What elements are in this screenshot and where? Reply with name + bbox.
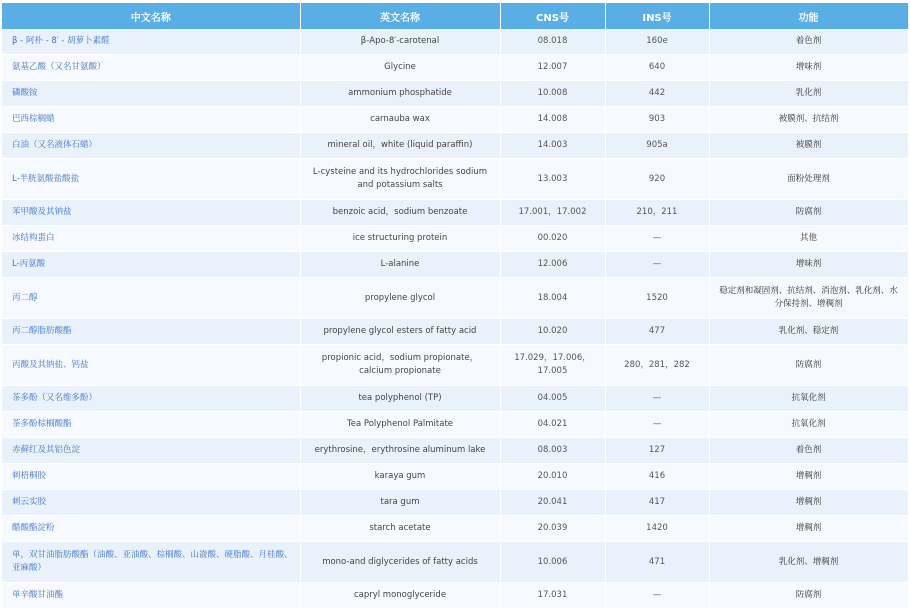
table-row: [2, 278, 908, 319]
cell-cns-number: 00.020: [500, 226, 605, 252]
cell-function: 着色剂: [709, 29, 908, 55]
cell-ins-number: 210，211: [605, 200, 709, 226]
cell-english-name: mono-and diglycerides of fatty acids: [300, 542, 500, 583]
cell-english-name: erythrosine，erythrosine aluminum lake: [300, 438, 500, 464]
cell-english-name: ammonium phosphatide: [300, 81, 500, 107]
cell-chinese-name: 氨基乙酸（又名甘氨酸）: [2, 55, 300, 81]
cell-english-name: β-Apo-8′-carotenal: [300, 29, 500, 55]
cell-english-name: karaya gum: [300, 464, 500, 490]
cell-cns-number: 17.001，17.002: [500, 200, 605, 226]
table-row: [2, 516, 908, 542]
cell-english-name: Tea Polyphenol Palmitate: [300, 412, 500, 438]
cell-chinese-name: 茶多酚棕榈酸酯: [2, 412, 300, 438]
cell-chinese-name: 丙酸及其钠盐、钙盐: [2, 345, 300, 386]
cell-chinese-name: 冰结构蛋白: [2, 226, 300, 252]
cell-chinese-name: 单，双甘油脂肪酸酯（油酸、亚油酸、棕榈酸、山嵛酸、硬脂酸、月桂酸、亚麻酸）: [2, 542, 300, 583]
cell-cns-number: 08.003: [500, 438, 605, 464]
table-row: [2, 386, 908, 412]
cell-function: 被膜剂: [709, 133, 908, 159]
cell-ins-number: —: [605, 583, 709, 609]
cell-cns-number: 13.003: [500, 159, 605, 200]
table-row: [2, 226, 908, 252]
table-row: [2, 133, 908, 159]
cell-function: 防腐剂: [709, 345, 908, 386]
table-row: [2, 412, 908, 438]
cell-cns-number: 20.041: [500, 490, 605, 516]
cell-function: 其他: [709, 226, 908, 252]
cell-chinese-name: 醋酸酯淀粉: [2, 516, 300, 542]
cell-chinese-name: 单辛酸甘油酯: [2, 583, 300, 609]
cell-ins-number: —: [605, 226, 709, 252]
table-row: [2, 252, 908, 278]
cell-chinese-name: 磷酸铵: [2, 81, 300, 107]
cell-chinese-name: L-丙氨酸: [2, 252, 300, 278]
cell-cns-number: 18.004: [500, 278, 605, 319]
cell-function: 增味剂: [709, 252, 908, 278]
cell-cns-number: 10.008: [500, 81, 605, 107]
cell-ins-number: 442: [605, 81, 709, 107]
cell-function: 增稠剂: [709, 516, 908, 542]
cell-cns-number: 12.007: [500, 55, 605, 81]
cell-ins-number: 920: [605, 159, 709, 200]
cell-chinese-name: 丙二醇: [2, 278, 300, 319]
cell-english-name: benzoic acid，sodium benzoate: [300, 200, 500, 226]
cell-english-name: starch acetate: [300, 516, 500, 542]
table-row: [2, 438, 908, 464]
cell-ins-number: 416: [605, 464, 709, 490]
cell-function: 乳化剂、增稠剂: [709, 542, 908, 583]
cell-ins-number: 1520: [605, 278, 709, 319]
cell-cns-number: 10.006: [500, 542, 605, 583]
cell-cns-number: 04.021: [500, 412, 605, 438]
cell-english-name: carnauba wax: [300, 107, 500, 133]
cell-english-name: propylene glycol: [300, 278, 500, 319]
cell-chinese-name: L-半胱氨酸盐酸盐: [2, 159, 300, 200]
cell-chinese-name: 赤藓红及其铝色淀: [2, 438, 300, 464]
cell-english-name: tea polyphenol (TP): [300, 386, 500, 412]
cell-function: 抗氧化剂: [709, 386, 908, 412]
cell-chinese-name: 茶多酚（又名维多酚）: [2, 386, 300, 412]
cell-function: 乳化剂: [709, 81, 908, 107]
cell-cns-number: 10.020: [500, 319, 605, 345]
cell-function: 面粉处理剂: [709, 159, 908, 200]
cell-english-name: propionic acid，sodium propionate，calcium propionate: [300, 345, 500, 386]
table-row: [2, 319, 908, 345]
table-row: [2, 107, 908, 133]
header-row: [2, 3, 908, 29]
cell-cns-number: 12.006: [500, 252, 605, 278]
cell-chinese-name: 巴西棕榈蜡: [2, 107, 300, 133]
table-row: [2, 200, 908, 226]
table-row: [2, 583, 908, 609]
cell-english-name: L-cysteine and its hydrochlorides sodium and potassium salts: [300, 159, 500, 200]
cell-cns-number: 17.029，17.006，17.005: [500, 345, 605, 386]
page: [0, 3, 910, 603]
cell-function: 防腐剂: [709, 583, 908, 609]
cell-chinese-name: 刺云实胶: [2, 490, 300, 516]
cell-ins-number: —: [605, 412, 709, 438]
cell-cns-number: 08.018: [500, 29, 605, 55]
cell-cns-number: 20.039: [500, 516, 605, 542]
cell-function: 增稠剂: [709, 464, 908, 490]
cell-cns-number: 20.010: [500, 464, 605, 490]
table-row: [2, 542, 908, 583]
cell-ins-number: —: [605, 386, 709, 412]
cell-ins-number: 1420: [605, 516, 709, 542]
cell-english-name: ice structuring protein: [300, 226, 500, 252]
cell-ins-number: 477: [605, 319, 709, 345]
cell-english-name: mineral oil，white (liquid paraffin): [300, 133, 500, 159]
cell-chinese-name: β - 阿朴 - 8′ - 胡萝卜素醛: [2, 29, 300, 55]
table-row: [2, 81, 908, 107]
cell-ins-number: 417: [605, 490, 709, 516]
table-row: [2, 345, 908, 386]
cell-cns-number: 14.008: [500, 107, 605, 133]
cell-ins-number: 903: [605, 107, 709, 133]
cell-function: 稳定剂和凝固剂、抗结剂、消泡剂、乳化剂、水分保持剂、增稠剂: [709, 278, 908, 319]
cell-ins-number: 160e: [605, 29, 709, 55]
cell-function: 被膜剂、抗结剂: [709, 107, 908, 133]
header-chinese-name: 中文名称: [2, 3, 300, 29]
header-ins-number: INS号: [605, 3, 709, 29]
cell-chinese-name: 刺梧桐胶: [2, 464, 300, 490]
table-row: [2, 159, 908, 200]
table-row: [2, 55, 908, 81]
cell-chinese-name: 苯甲酸及其钠盐: [2, 200, 300, 226]
table-header: [2, 3, 908, 29]
cell-function: 抗氧化剂: [709, 412, 908, 438]
cell-english-name: tara gum: [300, 490, 500, 516]
header-cns-number: CNS号: [500, 3, 605, 29]
cell-english-name: capryl monoglyceride: [300, 583, 500, 609]
cell-function: 增稠剂: [709, 490, 908, 516]
food-additive-table: [2, 3, 909, 609]
cell-ins-number: 905a: [605, 133, 709, 159]
table-row: [2, 29, 908, 55]
cell-chinese-name: 丙二醇脂肪酸酯: [2, 319, 300, 345]
cell-function: 着色剂: [709, 438, 908, 464]
cell-cns-number: 17.031: [500, 583, 605, 609]
table-row: [2, 464, 908, 490]
cell-ins-number: 640: [605, 55, 709, 81]
table-body: [2, 29, 908, 609]
cell-ins-number: 127: [605, 438, 709, 464]
cell-ins-number: 471: [605, 542, 709, 583]
cell-ins-number: 280，281，282: [605, 345, 709, 386]
cell-function: 乳化剂、稳定剂: [709, 319, 908, 345]
header-english-name: 英文名称: [300, 3, 500, 29]
cell-english-name: propylene glycol esters of fatty acid: [300, 319, 500, 345]
cell-function: 防腐剂: [709, 200, 908, 226]
cell-chinese-name: 白油（又名液体石蜡）: [2, 133, 300, 159]
header-function: 功能: [709, 3, 908, 29]
cell-english-name: Glycine: [300, 55, 500, 81]
cell-cns-number: 04.005: [500, 386, 605, 412]
cell-ins-number: —: [605, 252, 709, 278]
cell-cns-number: 14.003: [500, 133, 605, 159]
cell-english-name: L-alanine: [300, 252, 500, 278]
table-row: [2, 490, 908, 516]
cell-function: 增味剂: [709, 55, 908, 81]
